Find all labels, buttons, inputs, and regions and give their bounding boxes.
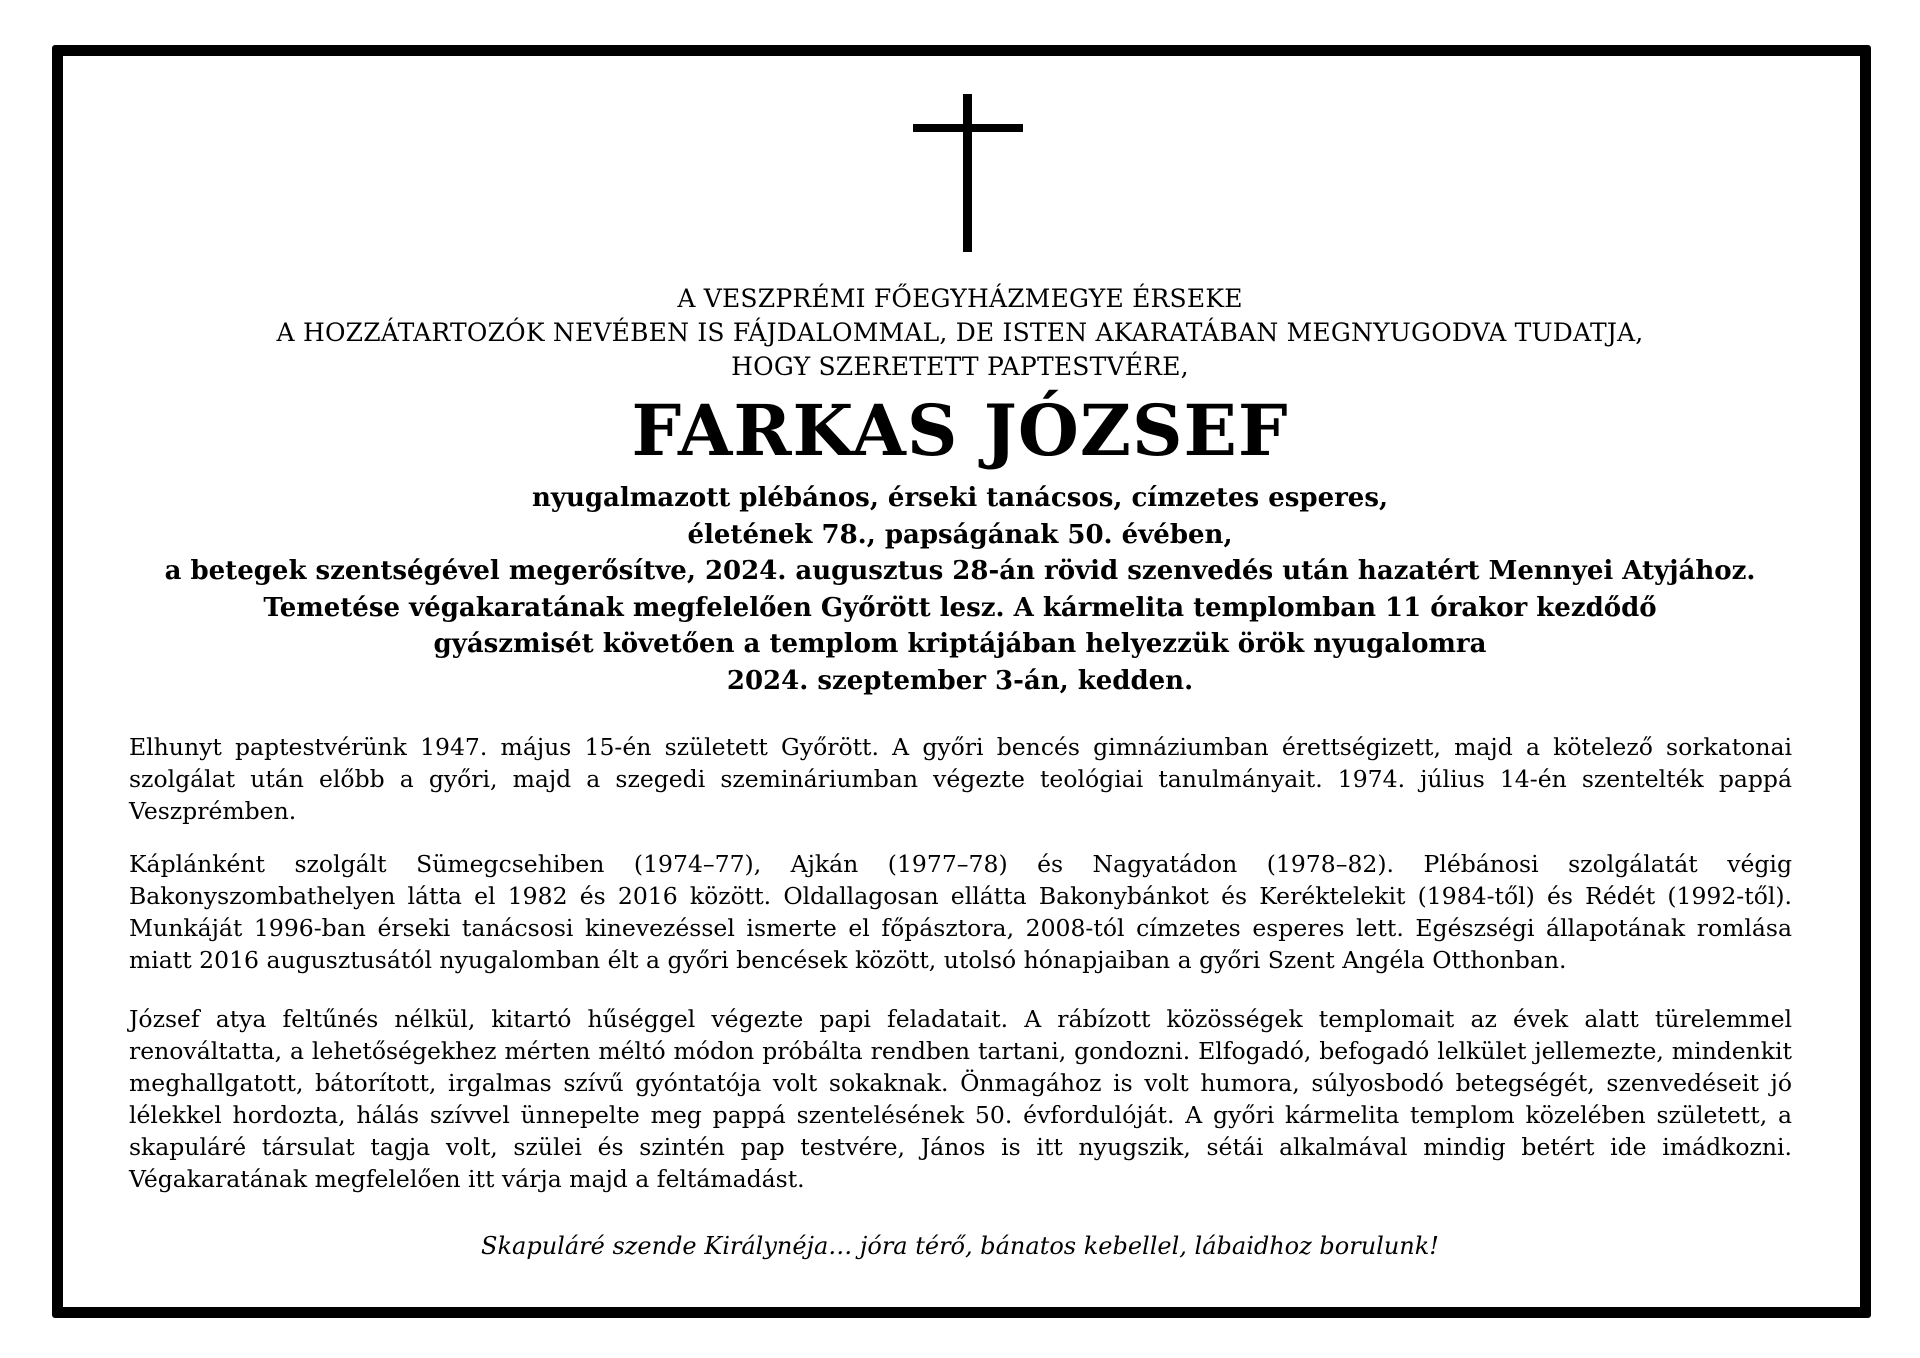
funeral-details — [100, 480, 1820, 700]
biography-paragraph — [129, 1003, 1792, 1195]
details-line: a betegek szentségével megerősítve, 2024. augusztus 28-án rövid szenvedés után hazatért Mennyei Atyjához. — [164, 556, 1756, 587]
header-line: HOGY SZERETETT PAPTESTVÉRE, — [731, 352, 1189, 381]
details-line: Temetése végakaratának megfelelően Győrött lesz. A kármelita templomban 11 órakor kezdődő — [263, 592, 1657, 623]
latin-cross-icon — [913, 94, 1023, 252]
details-line: életének 78., papságának 50. évében, — [687, 519, 1233, 550]
biography-text: József atya feltűnés nélkül, kitartó hűséggel végezte papi feladatait. A rábízott közösségek templomait az évek alatt türelemmel renováltatta, a lehetőségekhez mérten méltó módon próbálta rendben tartani, gondozni. Elfogadó, befogadó lelkület jellemezte, mindenkit meghallgatott, bátorított, irgalmas szívű gyóntatója volt sokaknak. Önmagához is volt humora, súlyosbodó betegségét, szenvedéseit jó lélekkel hordozta, hálás szívvel ünnepelte meg pappá szentelésének 50. évfordulóját. A győri kármelita templom közelében született, a skapuláré társulat tagja volt, szülei és szintén pap testvére, János is itt nyugszik, sétái alkalmával mindig betért ide imádkozni. Végakaratának megfelelően itt várja majd a feltámadást. — [129, 1005, 1792, 1193]
closing-prayer: Skapuláré szende Királynéja… jóra térő, bánatos kebellel, lábaidhoz borulunk! — [481, 1232, 1439, 1260]
details-line: 2024. szeptember 3-án, kedden. — [726, 665, 1194, 696]
details-line: nyugalmazott plébános, érseki tanácsos, címzetes esperes, — [531, 483, 1389, 513]
deceased-name: FARKAS JÓZSEF — [631, 389, 1289, 472]
biography-text: Káplánként szolgált Sümegcsehiben (1974–77), Ajkán (1977–78) és Nagyatádon (1978–82). Plébánosi szolgálatát végig Bakonyszombathelyen látta el 1982 és 2016 között. Oldallagosan ellátta Bakonybánkot és Keréktelekit (1984-től) és Rédét (1992-től). Munkáját 1996-ban érseki tanácsosi kinevezéssel ismerte el főpásztora, 2008-tól címzetes esperes lett. Egészségi állapotának romlása miatt 2016 augusztusától nyugalomban élt a győri bencések között, utolsó hónapjaiban a győri Szent Angéla Otthonban. — [129, 850, 1792, 974]
announcement-header — [100, 282, 1820, 384]
details-line: gyászmisét követően a templom kriptájában helyezzük örök nyugalomra — [433, 629, 1487, 660]
biography-paragraph — [129, 848, 1792, 976]
header-line: A VESZPRÉMI FŐEGYHÁZMEGYE ÉRSEKE — [677, 284, 1243, 313]
biography-paragraph — [129, 731, 1792, 827]
header-line: A HOZZÁTARTOZÓK NEVÉBEN IS FÁJDALOMMAL, DE ISTEN AKARATÁBAN MEGNYUGODVA TUDATJA, — [276, 318, 1644, 347]
biography-text: Elhunyt paptestvérünk 1947. május 15-én született Győrött. A győri bencés gimnáziumban érettségizett, majd a kötelező sorkatonai szolgálat után előbb a győri, majd a szegedi szemináriumban végezte teológiai tanulmányait. 1974. július 14-én szentelték pappá Veszprémben. — [129, 733, 1792, 825]
